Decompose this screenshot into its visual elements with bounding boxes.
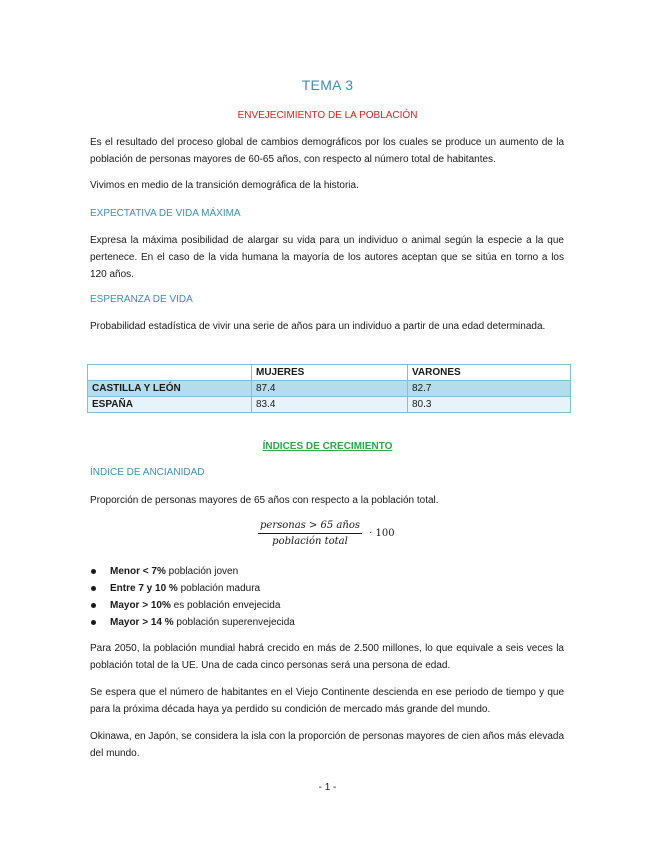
table-cell: 80.3 (408, 397, 571, 413)
bullet-icon (91, 603, 96, 608)
esperanza-paragraph: Probabilidad estadística de vivir una serie de años para un individuo a partir de una edad determinada. (90, 321, 546, 332)
list-item (90, 563, 295, 580)
bullet-bold: Mayor > 10% (110, 600, 171, 611)
table-header-cell (88, 365, 252, 381)
table-row (88, 381, 571, 397)
esperanza-heading: ESPERANZA DE VIDA (90, 294, 193, 305)
bullet-text: población superenvejecida (173, 617, 295, 628)
list-item (90, 580, 295, 597)
ancianidad-heading: ÍNDICE DE ANCIANIDAD (90, 467, 205, 478)
ancianidad-bullet-list (90, 563, 295, 631)
page-number: - 1 - (318, 782, 337, 793)
bullet-bold: Entre 7 y 10 % (110, 583, 178, 594)
para-viejo-continente: Se espera que el número de habitantes en el Viejo Continente descienda en ese periodo de tiempo y que para la próxima década haya ya perdido su condición de mercado más grande del mundo. (90, 687, 564, 715)
expectativa-heading: EXPECTATIVA DE VIDA MÁXIMA (90, 208, 241, 219)
table-cell: ESPAÑA (88, 397, 252, 413)
bullet-icon (91, 569, 96, 574)
para-2050: Para 2050, la población mundial habrá crecido en más de 2.500 millones, lo que equivale a seis veces la población total de la UE. Una de cada cinco personas será una persona de edad. (90, 643, 564, 671)
list-item (90, 597, 295, 614)
intro-paragraph: Es el resultado del proceso global de cambios demográficos por los cuales se produce un aumento de la población de personas mayores de 60-65 años, con respecto al número total de habitantes. (90, 137, 564, 165)
table-cell: 87.4 (252, 381, 408, 397)
expectativa-paragraph: Expresa la máxima posibilidad de alargar su vida para un individuo o animal según la especie a la que pertenece. En el caso de la vida humana la mayoría de los autores aceptan que se sitúa en torno a los 120 años. (90, 235, 564, 280)
table-header-cell: MUJERES (252, 365, 408, 381)
bullet-text: población madura (177, 583, 261, 594)
para-okinawa: Okinawa, en Japón, se considera la isla con la proporción de personas mayores de cien años más elevada del mundo. (90, 731, 564, 759)
life-expectancy-table (87, 364, 571, 413)
list-item (90, 614, 295, 631)
page-subtitle: ENVEJECIMIENTO DE LA POBLACIÓN (237, 110, 418, 121)
table-header-cell: VARONES (408, 365, 571, 381)
ancianidad-paragraph: Proporción de personas mayores de 65 años con respecto a la población total. (90, 495, 439, 506)
formula-multiplier: · 100 (369, 528, 395, 539)
table-cell: 83.4 (252, 397, 408, 413)
table-header-row (88, 365, 571, 381)
transition-paragraph: Vivimos en medio de la transición demográfica de la historia. (90, 180, 359, 191)
bullet-text: población joven (165, 566, 239, 577)
table-row (88, 397, 571, 413)
bullet-icon (91, 586, 96, 591)
bullet-text: es población envejecida (170, 600, 281, 611)
table-cell: CASTILLA Y LEÓN (88, 381, 252, 397)
indices-heading: ÍNDICES DE CRECIMIENTO (262, 441, 393, 452)
bullet-icon (91, 620, 96, 625)
page-title: TEMA 3 (301, 77, 354, 93)
formula-fraction (258, 520, 362, 547)
ancianidad-formula (258, 520, 395, 547)
formula-numerator: personas > 65 años (258, 520, 362, 534)
table-cell: 82.7 (408, 381, 571, 397)
formula-denominator: población total (272, 536, 348, 547)
bullet-bold: Mayor > 14 % (110, 617, 174, 628)
bullet-bold: Menor < 7% (110, 566, 166, 577)
